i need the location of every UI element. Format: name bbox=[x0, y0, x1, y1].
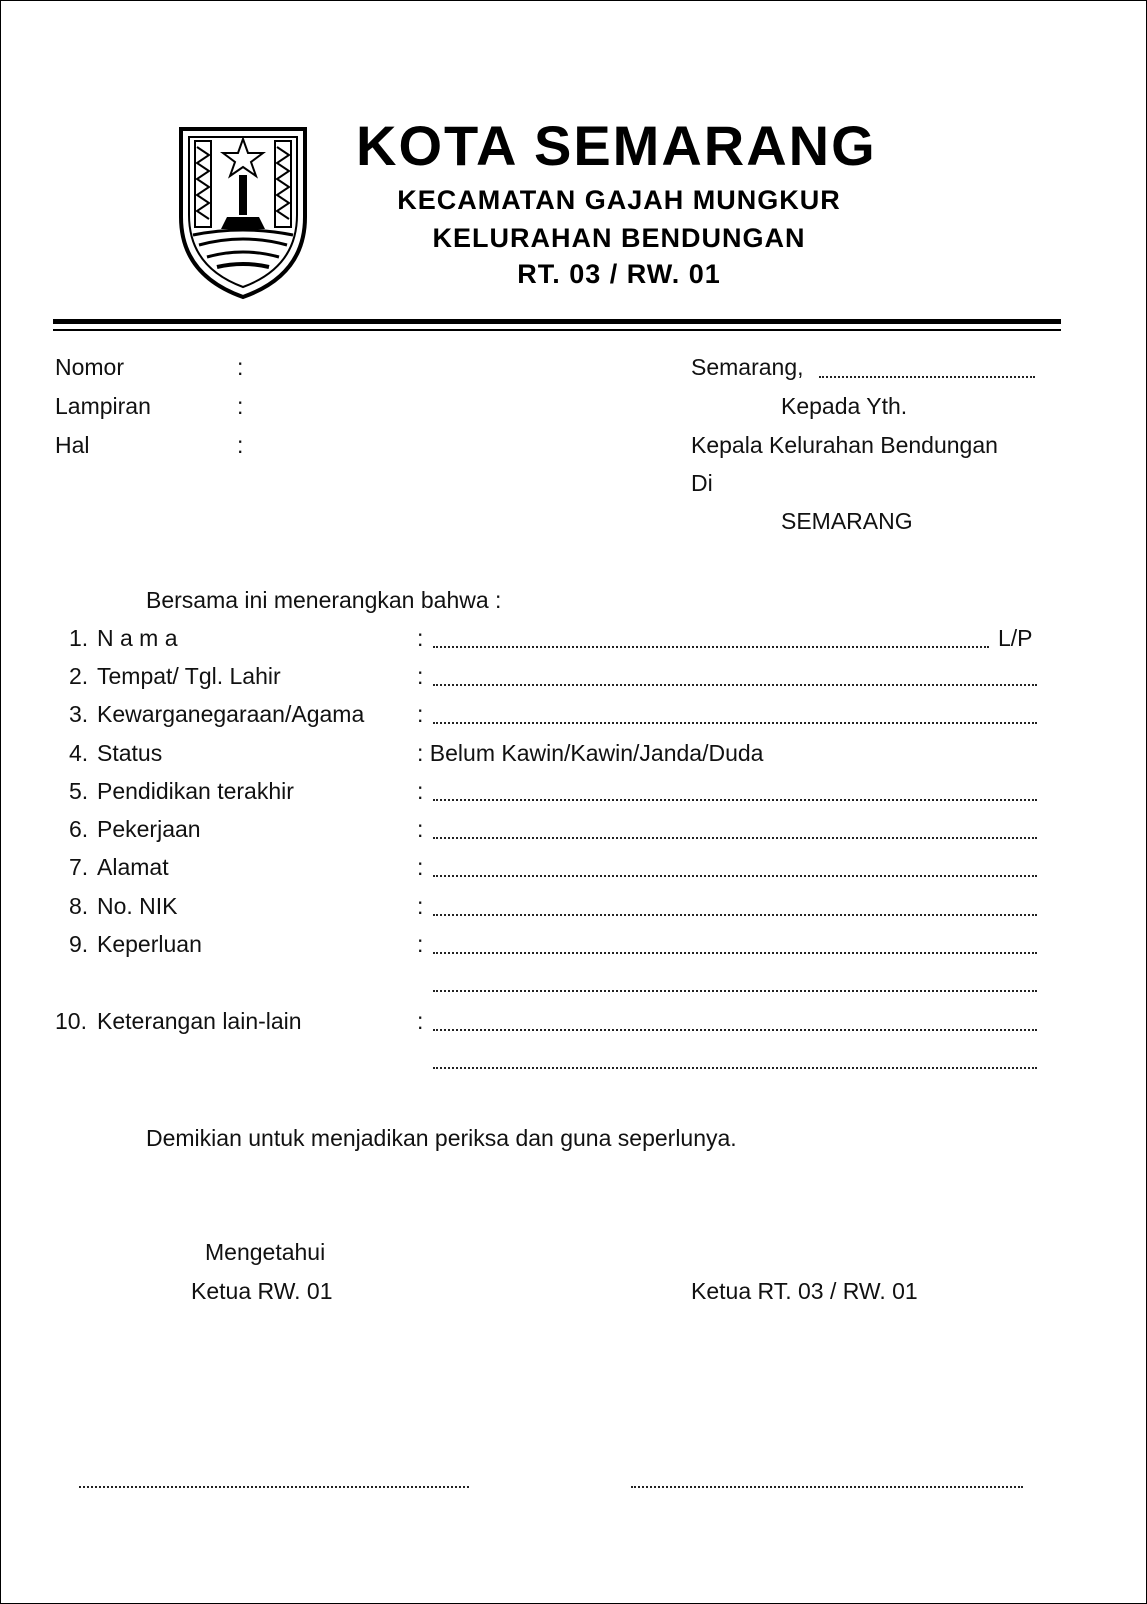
field-number: 10. bbox=[55, 1008, 87, 1034]
field-label-birth: Tempat/ Tgl. Lahir bbox=[97, 663, 281, 689]
header-divider-thick bbox=[53, 319, 1061, 324]
field-label-occupation: Pekerjaan bbox=[97, 816, 201, 842]
right-signature-line bbox=[631, 1486, 1023, 1488]
field-colon: : bbox=[417, 625, 424, 651]
right-signatory-title: Ketua RT. 03 / RW. 01 bbox=[691, 1278, 918, 1304]
field-number: 2. bbox=[69, 663, 89, 689]
field-label-address: Alamat bbox=[97, 854, 169, 880]
field-label-citizenship: Kewarganegaraan/Agama bbox=[97, 701, 365, 727]
field-number: 4. bbox=[69, 740, 89, 766]
place-date-label: Semarang, bbox=[691, 354, 804, 380]
fill-line-notes bbox=[433, 1029, 1037, 1031]
field-colon: : bbox=[417, 854, 424, 880]
field-label-nik: No. NIK bbox=[97, 893, 178, 919]
district-name: KECAMATAN GAJAH MUNGKUR bbox=[397, 185, 841, 215]
fill-line-nama bbox=[433, 646, 989, 648]
fill-line-purpose-2 bbox=[433, 990, 1037, 992]
fill-line-nik bbox=[433, 914, 1037, 916]
di-label: Di bbox=[691, 470, 713, 496]
recipient-city: SEMARANG bbox=[781, 508, 913, 534]
field-colon: : bbox=[417, 663, 424, 689]
field-label-nama: N a m a bbox=[97, 625, 178, 651]
lampiran-label: Lampiran bbox=[55, 393, 151, 419]
fill-line-address bbox=[433, 875, 1037, 877]
mengetahui-label: Mengetahui bbox=[205, 1239, 326, 1265]
intro-text: Bersama ini menerangkan bahwa : bbox=[146, 587, 502, 613]
gender-suffix: L/P bbox=[998, 625, 1033, 651]
lampiran-colon: : bbox=[237, 393, 244, 419]
left-signatory-title: Ketua RW. 01 bbox=[191, 1278, 333, 1304]
rt-rw-label: RT. 03 / RW. 01 bbox=[517, 259, 721, 289]
fill-line-education bbox=[433, 799, 1037, 801]
nomor-colon: : bbox=[237, 354, 244, 380]
field-colon: : bbox=[417, 816, 424, 842]
field-number: 1. bbox=[69, 625, 89, 651]
field-label-notes: Keterangan lain-lain bbox=[97, 1008, 302, 1034]
field-label-education: Pendidikan terakhir bbox=[97, 778, 294, 804]
field-label-purpose: Keperluan bbox=[97, 931, 202, 957]
fill-line-purpose bbox=[433, 952, 1037, 954]
fill-line-birth bbox=[433, 684, 1037, 686]
field-number: 5. bbox=[69, 778, 89, 804]
kepada-label: Kepada Yth. bbox=[781, 393, 908, 419]
field-colon: : bbox=[417, 701, 424, 727]
header-divider-thin bbox=[53, 329, 1061, 331]
fill-line-occupation bbox=[433, 837, 1037, 839]
field-number: 7. bbox=[69, 854, 89, 880]
field-number: 9. bbox=[69, 931, 89, 957]
field-colon: : bbox=[417, 1008, 424, 1034]
field-colon: : bbox=[417, 778, 424, 804]
field-number: 3. bbox=[69, 701, 89, 727]
date-fill-line bbox=[819, 376, 1035, 378]
left-signature-line bbox=[79, 1486, 469, 1488]
field-colon: : bbox=[417, 893, 424, 919]
fill-line-notes-2 bbox=[433, 1067, 1037, 1069]
city-title: KOTA SEMARANG bbox=[356, 114, 877, 177]
field-number: 8. bbox=[69, 893, 89, 919]
field-colon: : bbox=[417, 931, 424, 957]
fill-line-citizenship bbox=[433, 722, 1037, 724]
recipient-name: Kepala Kelurahan Bendungan bbox=[691, 432, 998, 458]
hal-colon: : bbox=[237, 432, 244, 458]
closing-text: Demikian untuk menjadikan periksa dan guna seperlunya. bbox=[146, 1125, 737, 1151]
hal-label: Hal bbox=[55, 432, 90, 458]
village-name: KELURAHAN BENDUNGAN bbox=[432, 223, 806, 253]
status-options: : Belum Kawin/Kawin/Janda/Duda bbox=[417, 740, 764, 766]
field-label-status: Status bbox=[97, 740, 163, 766]
field-number: 6. bbox=[69, 816, 89, 842]
nomor-label: Nomor bbox=[55, 354, 125, 380]
